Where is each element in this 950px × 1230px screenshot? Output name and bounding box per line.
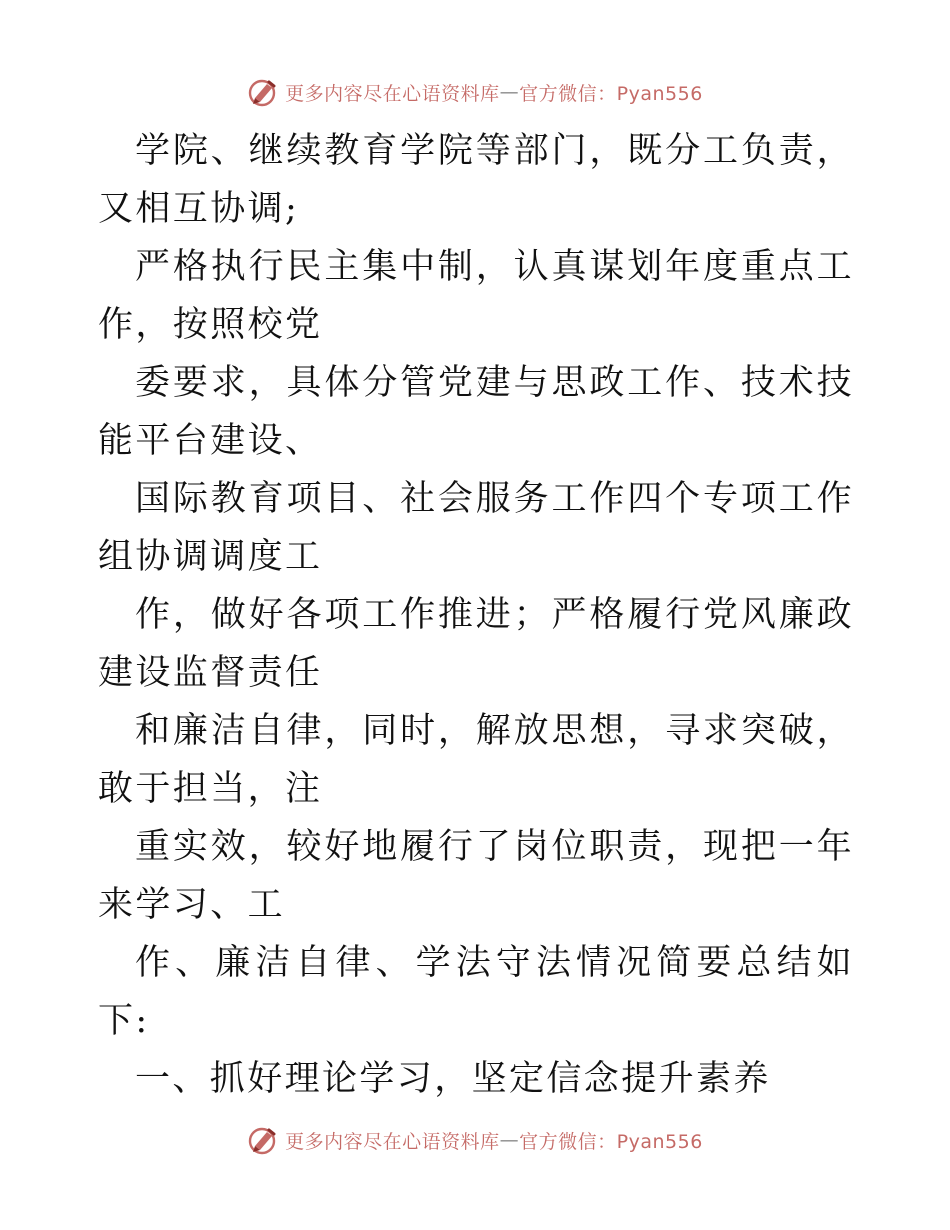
- paragraph: 和廉洁自律，同时，解放思想，寻求突破，敢于担当，注: [98, 711, 854, 809]
- header-watermark: [0, 72, 950, 112]
- watermark-brand: 更多内容尽在心语资料库: [285, 1130, 500, 1153]
- watermark-separator: —: [499, 1129, 520, 1151]
- pen-logo-icon: [247, 1124, 279, 1156]
- watermark-brand: 更多内容尽在心语资料库: [285, 82, 500, 105]
- paragraph: 重实效，较好地履行了岗位职责，现把一年来学习、工: [98, 827, 854, 925]
- watermark-contact: 官方微信：Pyan556: [519, 82, 703, 105]
- paragraph: 国际教育项目、社会服务工作四个专项工作组协调调度工: [98, 479, 854, 577]
- paragraph: 学院、继续教育学院等部门，既分工负责，又相互协调;: [98, 131, 854, 229]
- pen-logo-icon: [247, 76, 279, 108]
- paragraph: 作，做好各项工作推进；严格履行党风廉政建设监督责任: [98, 595, 854, 693]
- watermark-contact: 官方微信：Pyan556: [519, 1130, 703, 1153]
- paragraph: 严格执行民主集中制，认真谋划年度重点工作，按照校党: [98, 247, 854, 345]
- section-heading: 一、抓好理论学习，坚定信念提升素养: [135, 1059, 771, 1099]
- footer-watermark: [0, 1120, 950, 1160]
- paragraph: 作、廉洁自律、学法守法情况简要总结如下:: [98, 943, 854, 1041]
- paragraph: 委要求，具体分管党建与思政工作、技术技能平台建设、: [98, 363, 854, 461]
- watermark-separator: —: [499, 81, 520, 103]
- document-body: [98, 122, 854, 1108]
